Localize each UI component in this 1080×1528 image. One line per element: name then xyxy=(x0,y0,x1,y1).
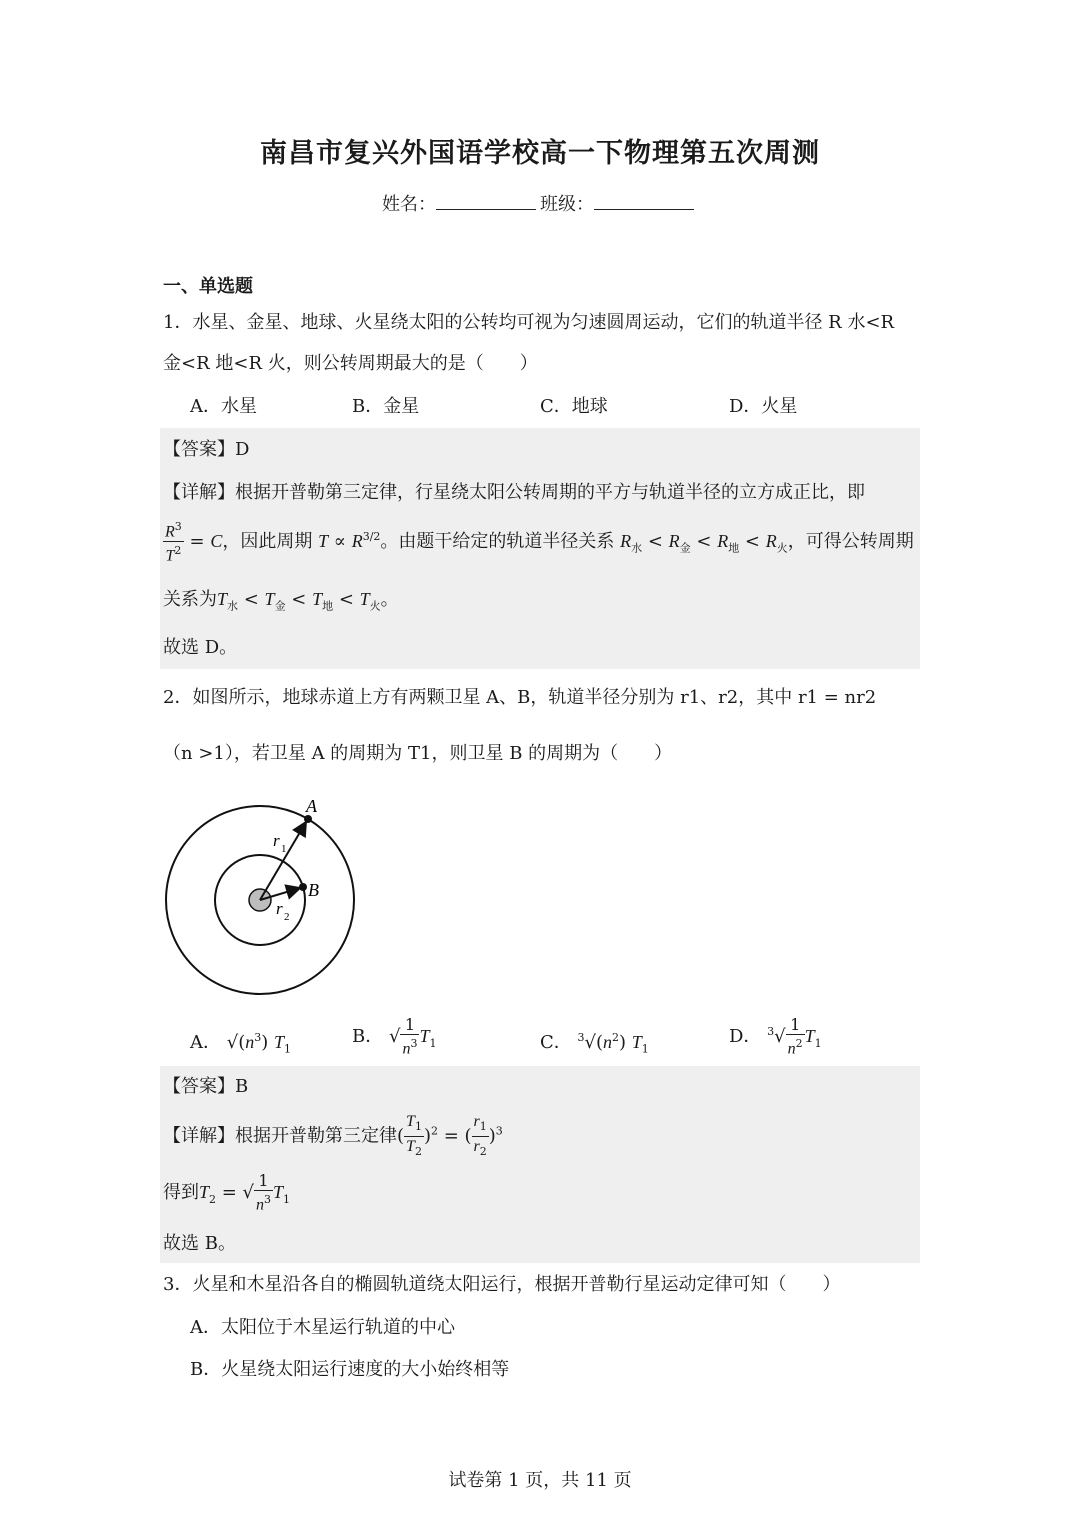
q1-explain-text-a: ，因此周期 xyxy=(222,530,313,552)
q2-option-c: C． $^3√(n^2)$ $T_1$ xyxy=(540,1031,649,1056)
label-b: B xyxy=(308,880,319,900)
q1-option-d: D．火星 xyxy=(729,396,798,417)
class-blank xyxy=(594,191,694,210)
q2-option-b: B． √ $\frac{1}{n^3}$ $T_1$ xyxy=(352,1015,437,1058)
q1-answer: 【答案】D xyxy=(163,439,250,460)
q2-stem-line2: （n >1），若卫星 A 的周期为 T1，则卫星 B 的周期为（ ） xyxy=(163,743,673,764)
kepler-fraction: $\frac{R^3}{T^2}$ xyxy=(165,520,182,565)
q2-stem-line1: 2．如图所示，地球赤道上方有两颗卫星 A、B，轨道半径分别为 r1、r2，其中 r1 = nr2 xyxy=(163,687,877,708)
page-title: 南昌市复兴外国语学校高一下物理第五次周测 xyxy=(260,138,820,169)
q2-answer: 【答案】B xyxy=(163,1076,249,1097)
label-r1-sub: 1 xyxy=(281,843,287,855)
q2-explain-line2: 得到$T_2$ = √ $\frac{1}{n^3}$ $T_1$ xyxy=(163,1171,291,1214)
q1-explain-text-b: 。由题干给定的轨道半径关系 xyxy=(380,530,615,552)
q1-option-b: B．金星 xyxy=(352,396,420,417)
q1-explain-line1: 【详解】根据开普勒第三定律，行星绕太阳公转周期的平方与轨道半径的立方成正比，即 xyxy=(163,482,865,503)
name-blank xyxy=(436,191,536,210)
q2-option-a: A． $√(n^3)$ $T_1$ xyxy=(190,1031,291,1056)
q2-conclusion: 故选 B。 xyxy=(163,1233,236,1254)
q1-explain-line2: $\frac{R^3}{T^2}$ = C，因此周期 $T \propto R^{3/2}$。由题干给定的轨道半径关系 $R_水 < R_金 < R_地 < R_火$，可得公转周期 xyxy=(165,520,914,565)
label-r1: r xyxy=(273,831,280,850)
label-a: A xyxy=(306,796,317,816)
q2-explain-line1: 【详解】根据开普勒第三定律( $\frac{T_1}{T_2}$ )$^2$ = ( $\frac{r_1}{r_2}$ )$^3$ xyxy=(163,1113,503,1159)
q3-option-b: B．火星绕太阳运行速度的大小始终相等 xyxy=(190,1359,510,1380)
label-r2: r xyxy=(276,899,283,918)
q3-stem: 3．火星和木星沿各自的椭圆轨道绕太阳运行，根据开普勒行星运动定律可知（ ） xyxy=(163,1274,841,1295)
satellite-a-dot xyxy=(304,815,312,823)
q1-conclusion: 故选 D。 xyxy=(163,637,238,658)
q1-explain-line3: 关系为$T_水 < T_金 < T_地 < T_火$。 xyxy=(163,589,399,613)
q1-explain-text-c: ，可得公转周期 xyxy=(787,530,914,552)
q1-explain-line3-text: 关系为 xyxy=(163,589,217,610)
name-class-row xyxy=(0,190,1080,216)
q3-option-a: A．太阳位于木星运行轨道的中心 xyxy=(190,1317,455,1338)
orbit-diagram xyxy=(160,790,360,1000)
class-label: 班级： xyxy=(540,194,594,215)
name-label: 姓名： xyxy=(382,194,436,215)
page-footer: 试卷第 1 页，共 11 页 xyxy=(448,1470,632,1491)
q1-option-a: A．水星 xyxy=(190,396,257,417)
satellite-b-dot xyxy=(299,883,307,891)
label-r2-sub: 2 xyxy=(284,911,290,923)
q1-stem-line2: 金<R 地<R 火，则公转周期最大的是（ ） xyxy=(163,353,538,374)
q2-solution-box xyxy=(160,1066,920,1263)
q1-stem-line1: 1．水星、金星、地球、火星绕太阳的公转均可视为匀速圆周运动，它们的轨道半径 R 水<R xyxy=(163,312,895,333)
q2-option-d: D． $^3$√ $\frac{1}{n^2}$ $T_1$ xyxy=(729,1015,822,1058)
section-heading: 一、单选题 xyxy=(163,276,253,297)
q1-option-c: C．地球 xyxy=(540,396,608,417)
